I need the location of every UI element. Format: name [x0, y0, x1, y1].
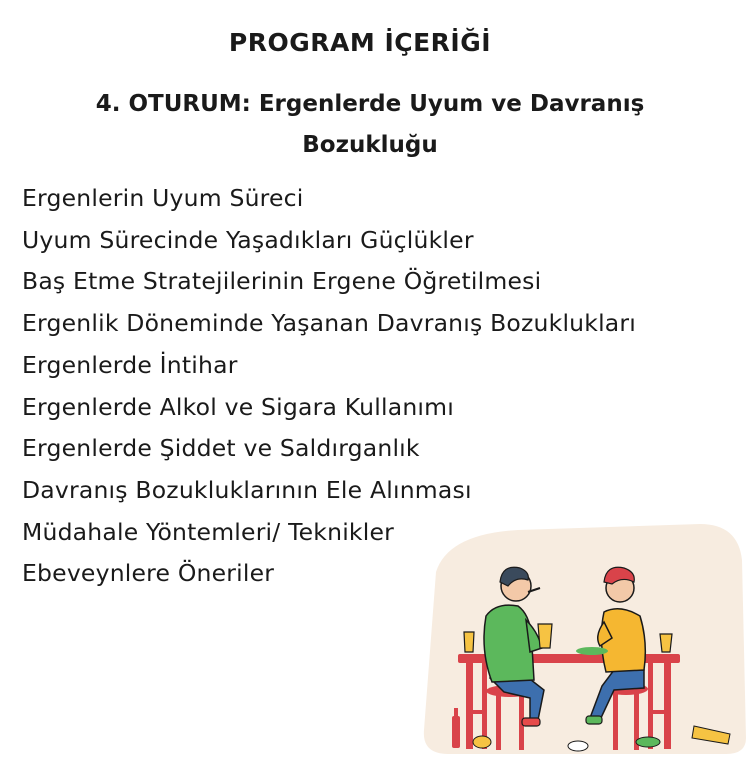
session-heading-line-2: Bozukluğu	[302, 132, 438, 158]
topic-item: Ergenlerde Alkol ve Sigara Kullanımı	[22, 392, 454, 421]
topic-item: Ergenlerde Şiddet ve Saldırganlık	[22, 434, 420, 463]
page-title: PROGRAM İÇERİĞİ	[228, 28, 492, 57]
topic-item: Ergenlerde İntihar	[22, 350, 238, 379]
session-heading	[40, 84, 700, 166]
topic-item: Müdahale Yöntemleri/ Teknikler	[22, 517, 394, 546]
topic-item: Ebeveynlere Öneriler	[22, 559, 275, 588]
topic-item: Ergenlik Döneminde Yaşanan Davranış Bozuklukları	[22, 309, 637, 338]
session-heading-line-1: 4. OTURUM: Ergenlerde Uyum ve Davranış	[95, 91, 645, 117]
topic-item: Davranış Bozukluklarının Ele Alınması	[22, 475, 472, 504]
teens-drinking-smoking-illustration	[408, 520, 750, 761]
topic-item: Uyum Sürecinde Yaşadıkları Güçlükler	[22, 225, 474, 254]
topic-item: Baş Etme Stratejilerinin Ergene Öğretilmesi	[22, 267, 542, 296]
topic-item: Ergenlerin Uyum Süreci	[22, 184, 304, 212]
